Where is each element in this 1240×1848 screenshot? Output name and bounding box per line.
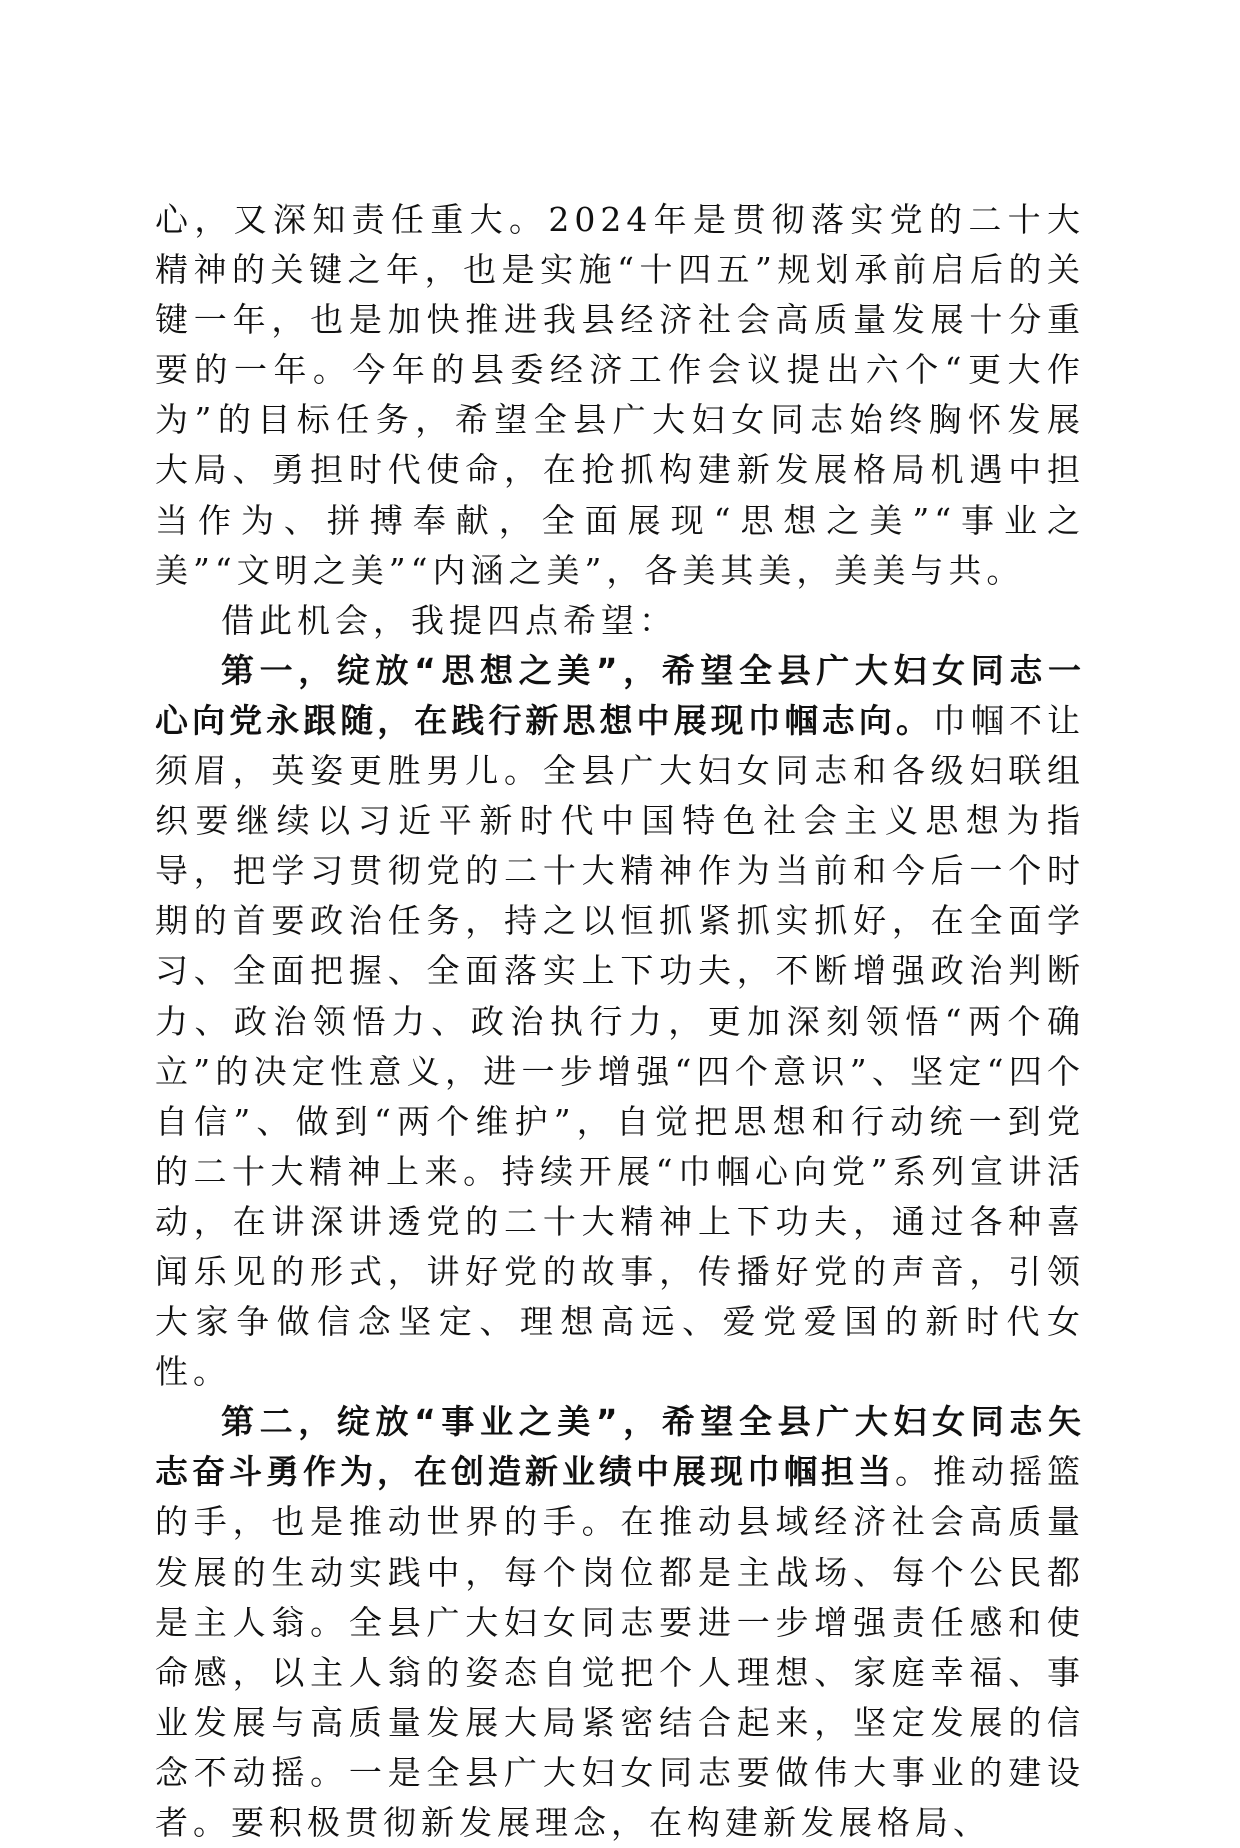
paragraph-3-body: 巾帼不让须眉，英姿更胜男儿。全县广大妇女同志和各级妇联组织要继续以习近平新时代中国特色社会主义思想为指导，把学习贯彻党的二十大精神作为当前和今后一个时期的首要政治任务，持之以恒抓紧抓实抓好，在全面学习、全面把握、全面落实上下功夫，不断增强政治判断力、政治领悟力、政治执行力，更加深刻领悟“两个确立”的决定性意义，进一步增强“四个意识”、坚定“四个自信”、做到“两个维护”，自觉把思想和行动统一到党的二十大精神上来。持续开展“巾帼心向党”系列宣讲活动，在讲深讲透党的二十大精神上下功夫，通过各种喜闻乐见的形式，讲好党的故事，传播好党的声音，引领大家争做信念坚定、理想高远、爱党爱国的新时代女性。 [155, 700, 1086, 1392]
paragraph-2-body: 借此机会，我提四点希望： [221, 600, 677, 640]
paragraph-3-lead: 第一，绽放“思想之美”，希望全县广大妇女同志一心向党永跟随，在践行新思想中展现巾帼志向。 [155, 650, 1085, 740]
paragraph-3 [155, 646, 1085, 1397]
paragraph-1 [155, 195, 1085, 596]
paragraph-2 [155, 596, 1085, 646]
paragraph-4 [155, 1397, 1085, 1848]
paragraph-4-lead: 第二，绽放“事业之美”，希望全县广大妇女同志矢志奋斗勇作为，在创造新业绩中展现巾帼担当 [155, 1402, 1085, 1492]
document-page [155, 195, 1085, 1848]
paragraph-4-body: 。推动摇篮的手，也是推动世界的手。在推动县域经济社会高质量发展的生动实践中，每个岗位都是主战场、每个公民都是主人翁。全县广大妇女同志要进一步增强责任感和使命感，以主人翁的姿态自觉把个人理想、家庭幸福、事业发展与高质量发展大局紧密结合起来，坚定发展的信念不动摇。一是全县广大妇女同志要做伟大事业的建设者。要积极贯彻新发展理念，在构建新发展格局、 [155, 1452, 1085, 1842]
paragraph-1-body: 心，又深知责任重大。2024年是贯彻落实党的二十大精神的关键之年，也是实施“十四五”规划承前启后的关键一年，也是加快推进我县经济社会高质量发展十分重要的一年。今年的县委经济工作会议提出六个“更大作为”的目标任务，希望全县广大妇女同志始终胸怀发展大局、勇担时代使命，在抢抓构建新发展格局机遇中担当作为、拼搏奉献，全面展现“思想之美”“事业之美”“文明之美”“内涵之美”，各美其美，美美与共。 [155, 200, 1085, 590]
